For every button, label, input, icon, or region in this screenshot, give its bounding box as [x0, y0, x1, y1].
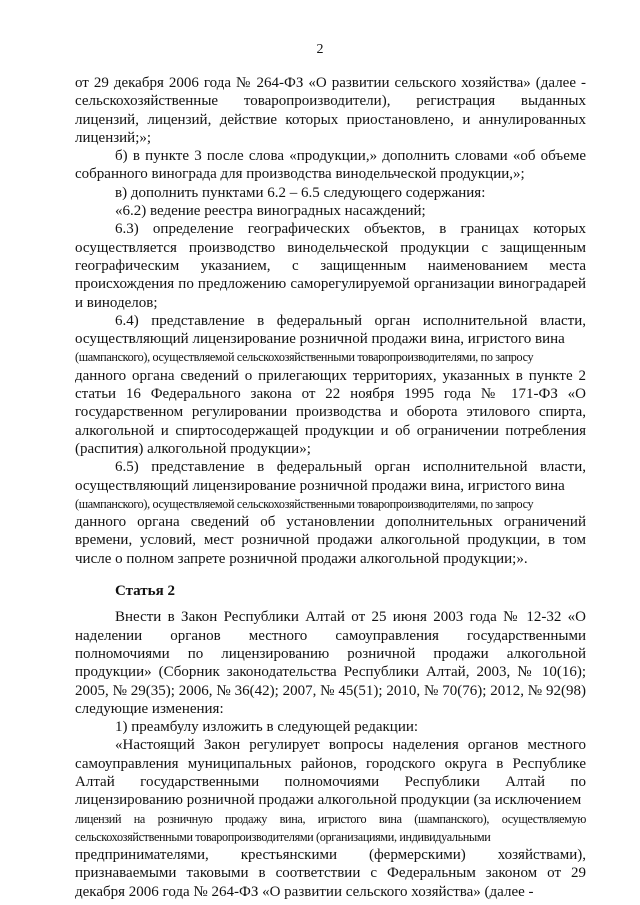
- paragraph-6-5-part-1: 6.5) представление в федеральный орган исполнительной власти, осуществляющий лицензирование розничной продажи вина, игристого вина: [75, 459, 586, 494]
- document-body: [75, 74, 586, 901]
- paragraph-preamble-text-part-1: «Настоящий Закон регулирует вопросы наделения органов местного самоуправления муниципальных районов, городского округа в Республике Алтай государственными полномочиями Республики Алтай по лицензированию розничной продажи алкогольной продукции (за исключением: [75, 737, 586, 809]
- paragraph-6-5-part-2: (шампанского), осуществляемой сельскохозяйственными товаропроизводителями, по запросу: [75, 496, 534, 511]
- paragraph-continuation: от 29 декабря 2006 года № 264-ФЗ «О развитии сельского хозяйства» (далее - сельскохозяйственные товаропроизводители), регистрация выданных лицензий, лицензий, действие которых приостановлено, и аннулированных лицензий;»;: [75, 75, 586, 146]
- paragraph-6-5-part-3: данного органа сведений об установлении дополнительных ограничений времени, условий, мест розничной продажи алкогольной продукции, в том числе о полном запрете розничной продажи алкогольной продукции;».: [75, 514, 586, 567]
- paragraph-6-4-part-1: 6.4) представление в федеральный орган исполнительной власти, осуществляющий лицензирование розничной продажи вина, игристого вина: [75, 312, 586, 348]
- paragraph-preamble-item: 1) преамбулу изложить в следующей редакции:: [115, 719, 419, 736]
- paragraph-item-v: в) дополнить пунктами 6.2 – 6.5 следующего содержания:: [115, 184, 486, 201]
- paragraph-6-4-part-2: (шампанского), осуществляемой сельскохозяйственными товаропроизводителями, по запросу: [75, 350, 534, 365]
- paragraph-item-b: б) в пункте 3 после слова «продукции,» дополнить словами «об объеме собранного винограда для производства винодельческой продукции,»;: [75, 148, 586, 183]
- paragraph-6-3: 6.3) определение географических объектов, в границах которых осуществляется производство винодельческой продукции с защищенным географическим указанием, с защищенным наименованием места происхождения по предложению саморегулируемой организации виноградарей и виноделов;: [75, 221, 586, 311]
- paragraph-6-4-part-3: данного органа сведений о прилегающих территориях, указанных в пункте 2 статьи 16 Федерального закона от 22 ноября 1995 года № 171-ФЗ «О государственном регулировании производства и оборота этилового спирта, алкогольной и спиртосодержащей продукции и об ограничении потребления (распития) алкогольной продукции»;: [75, 367, 586, 457]
- article-heading: Статья 2: [115, 583, 175, 600]
- page-number: 2: [316, 42, 324, 57]
- paragraph-6-2: «6.2) ведение реестра виноградных насаждений;: [115, 203, 426, 220]
- paragraph-article-2-intro: Внести в Закон Республики Алтай от 25 июня 2003 года № 12-32 «О наделении органов местного самоуправления государственными полномочиями по лицензированию розничной продажи алкогольной продукции» (Сборник законодательства Республики Алтай, 2003, № 10(16); 2005, № 29(35); 2006, № 36(42); 2007, № 45(51); 2010, № 70(76); 2012, № 92(98) следующие изменения:: [75, 609, 586, 717]
- paragraph-preamble-text-part-2: лицензий на розничную продажу вина, игристого вина (шампанского), осуществляемую сельскохозяйственными товаропроизводителями (организациями, индивидуальными: [75, 811, 586, 844]
- paragraph-preamble-text-part-3: предпринимателями, крестьянскими (фермерскими) хозяйствами), признаваемыми таковыми в соответствии с Федеральным законом от 29 декабря 2006 года № 264-ФЗ «О развитии сельского хозяйства» (далее -: [75, 847, 586, 900]
